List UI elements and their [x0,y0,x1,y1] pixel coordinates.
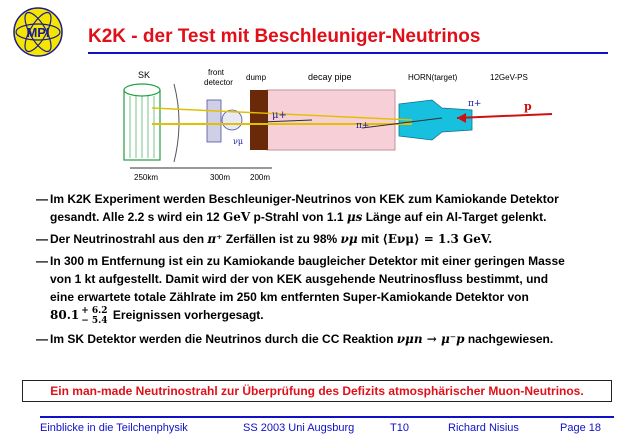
conclusion-box: Ein man-made Neutrinostrahl zur Überprüfung des Defizits atmosphärischer Muon-Neutrinos. [22,380,612,402]
title-divider [88,52,608,54]
label-decay-pipe: decay pipe [308,72,352,82]
label-300m: 300m [210,173,231,182]
footer-semester: SS 2003 Uni Augsburg [243,422,355,434]
bullet-3-line-1: In 300 m Entfernung ist ein zu Kamiokande baugleicher Detektor mit einer geringen Masse [50,254,565,268]
footer-divider [40,416,614,418]
uncertainty-up: + 6.2 [81,306,108,316]
bullet-k2k-experiment [36,190,616,226]
footer-course: Einblicke in die Teilchenphysik [40,422,188,434]
unit-mu-s: μs [346,210,363,224]
bullet-2-text-c: mit [357,232,383,246]
bullet-near-detector [36,252,616,326]
bullet-dash: — [36,254,48,268]
cc-reaction-formula: νμn → μ⁻p [396,332,465,346]
bullet-1-line-2b: p-Strahl von 1.1 [250,210,347,224]
svg-text:MPI: MPI [26,25,50,40]
footer-page-number: Page 18 [560,422,601,434]
page-title: K2K - der Test mit Beschleuniger-Neutrinos [88,26,481,47]
bullet-2-text-b: Zerfällen ist zu 98% [222,232,341,246]
front-detector-bars [207,100,221,142]
front-detector-tank [222,110,242,130]
bullet-1-line-2c: Länge auf ein Al-Target gelenkt. [362,210,547,224]
uncertainty-down: − 5.4 [81,316,108,326]
label-pi-plus-outer: π+ [468,99,482,109]
label-sk: SK [138,70,151,80]
nu-mu-symbol: νμ [340,232,358,246]
expected-count-value: 80.1 [50,308,80,323]
label-250km: 250km [134,173,159,182]
label-detector: detector [204,78,233,87]
pi-plus-symbol: π⁺ [207,232,223,246]
bullet-sk-detection [36,330,616,348]
label-pi-plus-inner: π+ [356,121,370,131]
bullet-3-line-2: von 1 kt aufgestellt. Damit wird der von KEK ausgehende Neutrinosfluss bestimmt, und [50,272,549,286]
bullet-dash: — [36,232,48,246]
bullet-4-text-b: nachgewiesen. [464,332,554,346]
k2k-beamline-diagram [112,66,564,184]
label-ps: 12GeV-PS [490,73,528,82]
bullet-2-text-a: Der Neutrinostrahl aus den [50,232,208,246]
label-200m: 200m [250,173,271,182]
label-front: front [208,68,225,77]
label-horn: HORN(target) [408,73,458,82]
footer-author: Richard Nisius [448,422,519,434]
bullet-3-line-4: Ereignissen vorhergesagt. [109,308,264,323]
bullet-3-line-3: eine erwartete totale Zählrate im 250 km entfernten Super-Kamiokande Detektor von [50,290,529,304]
expected-count-uncertainty [81,306,107,326]
bullet-1-line-2a: gesandt. Alle 2.2 s wird ein 12 [50,210,223,224]
mpi-logo [12,6,64,58]
label-dump: dump [246,73,267,82]
super-kamiokande-detector [124,84,160,160]
bullet-neutrino-beam [36,230,616,248]
mean-energy-formula: ⟨Eνμ⟩ = 1.3 GeV. [382,232,493,246]
bullet-1-line-1: Im K2K Experiment werden Beschleuniger-Neutrinos von KEK zum Kamiokande Detektor [50,192,559,206]
bullet-list [36,190,616,348]
label-nu-mu: νμ [233,137,244,146]
beam-dump [250,90,268,150]
label-proton: p [524,100,532,113]
footer-talk-id: T10 [390,422,409,434]
label-mu-plus: μ+ [272,110,287,121]
unit-gev: GeV [222,210,251,224]
bullet-dash: — [36,332,48,346]
bullet-dash: — [36,192,48,206]
bullet-4-text-a: Im SK Detektor werden die Neutrinos durch die CC Reaktion [50,332,397,346]
